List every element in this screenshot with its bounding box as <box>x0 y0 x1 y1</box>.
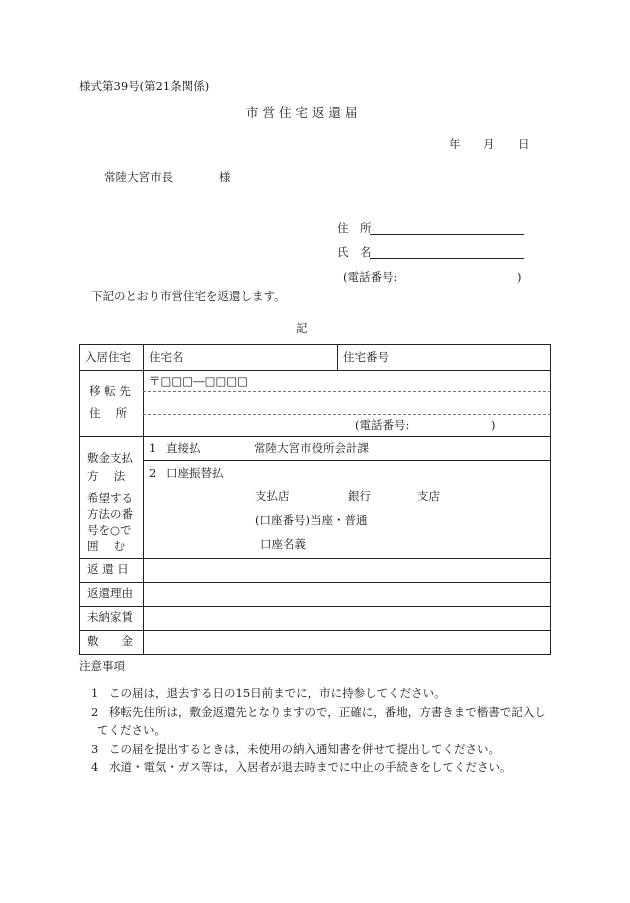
account-holder-field[interactable]: 口座名義 <box>260 537 306 551</box>
housing-name-field[interactable]: 住宅名 <box>149 350 184 364</box>
postal-code-field[interactable]: 〒□□□―□□□□ <box>149 374 249 388</box>
note-1-number: 1 <box>91 686 99 700</box>
date-year[interactable]: 年 <box>449 137 461 151</box>
deposit-amount-label: 敷 金 <box>87 634 133 648</box>
ki-marker: 記 <box>296 321 308 335</box>
move-label-line1: 移 転 先 <box>89 384 131 398</box>
note-2-number: 2 <box>91 705 99 719</box>
deposit-option2-number[interactable]: 2 <box>149 466 157 480</box>
applicant-phone-label: (電話番号: <box>343 270 398 284</box>
move-label-line2: 住 所 <box>89 406 128 420</box>
deposit-option1-number[interactable]: 1 <box>149 441 157 455</box>
addressee: 常陸大宮市長 <box>104 170 173 184</box>
table-row-divider <box>79 630 551 631</box>
branch-label: 支払店 <box>255 489 290 503</box>
date-month[interactable]: 月 <box>483 137 495 151</box>
deposit-label-line5: 号を○で <box>87 523 132 537</box>
return-form-table <box>79 344 551 655</box>
note-3-number: 3 <box>91 742 99 756</box>
table-border-bottom <box>79 654 551 655</box>
table-border-left <box>79 344 80 654</box>
table-row-divider <box>79 558 551 559</box>
account-type-field[interactable]: (口座番号)当座・普通 <box>255 513 368 527</box>
return-date-field[interactable] <box>149 564 545 578</box>
date-day[interactable]: 日 <box>518 137 530 151</box>
move-address-guide <box>143 391 551 392</box>
return-date-label: 返 還 日 <box>87 562 129 576</box>
table-border-top <box>79 344 551 345</box>
note-2-continuation: てください。 <box>97 723 166 737</box>
deposit-option2-text: 口座振替払 <box>166 466 224 480</box>
table-row-divider <box>79 436 551 437</box>
note-4-text: 水道・電気・ガス等は，入居者が退去時までに中止の手続きをしてください。 <box>109 760 512 774</box>
move-phone-field[interactable]: ) <box>491 418 496 432</box>
unpaid-rent-label: 未納家賃 <box>87 610 133 624</box>
bank-field[interactable]: 銀行 <box>348 489 371 503</box>
applicant-name-field[interactable] <box>370 258 524 259</box>
table-row-divider <box>79 370 551 371</box>
branch-field[interactable]: 支店 <box>417 489 440 503</box>
return-reason-label: 返還理由 <box>87 586 133 600</box>
deposit-amount-field[interactable] <box>149 636 545 650</box>
deposit-label-line4: 方法の番 <box>87 507 133 521</box>
deposit-option1-text: 直接払 <box>166 441 201 455</box>
return-reason-field[interactable] <box>149 588 545 602</box>
table-row-divider <box>79 606 551 607</box>
move-phone-label: (電話番号: <box>355 418 410 432</box>
applicant-address-label: 住 所 <box>337 221 372 235</box>
addressee-honorific: 様 <box>219 170 231 184</box>
note-2-text: 移転先住所は，敷金返還先となりますので，正確に，番地，方書きまで楷書で記入し <box>109 705 546 719</box>
housing-label: 入居住宅 <box>85 350 131 364</box>
deposit-label-line2: 方 法 <box>87 469 126 483</box>
note-4-number: 4 <box>91 760 99 774</box>
move-address-guide <box>143 414 551 415</box>
deposit-label-line3: 希望する <box>87 491 133 505</box>
intro-text: 下記のとおり市営住宅を返還します。 <box>91 289 286 303</box>
applicant-name-label: 氏 名 <box>337 245 372 259</box>
note-1-text: この届は，退去する日の15日前までに，市に持参してください。 <box>109 686 446 700</box>
table-row-divider <box>79 582 551 583</box>
form-number: 様式第39号(第21条関係) <box>79 79 210 93</box>
notes-heading: 注意事項 <box>79 659 125 673</box>
page-title: 市 営 住 宅 返 還 届 <box>246 105 358 120</box>
table-col-divider <box>337 344 338 370</box>
deposit-label-line6: 囲 む <box>87 539 126 553</box>
note-3-text: この届を提出するときは，未使用の納入通知書を併せて提出してください。 <box>109 742 500 756</box>
table-row-divider <box>143 460 551 461</box>
housing-number-field[interactable]: 住宅番号 <box>343 350 389 364</box>
unpaid-rent-field[interactable] <box>149 612 545 626</box>
applicant-address-field[interactable] <box>370 234 524 235</box>
applicant-phone-field[interactable]: ) <box>517 270 522 284</box>
deposit-label-line1: 敷金支払 <box>87 451 133 465</box>
deposit-option1-detail: 常陸大宮市役所会計課 <box>254 441 369 455</box>
